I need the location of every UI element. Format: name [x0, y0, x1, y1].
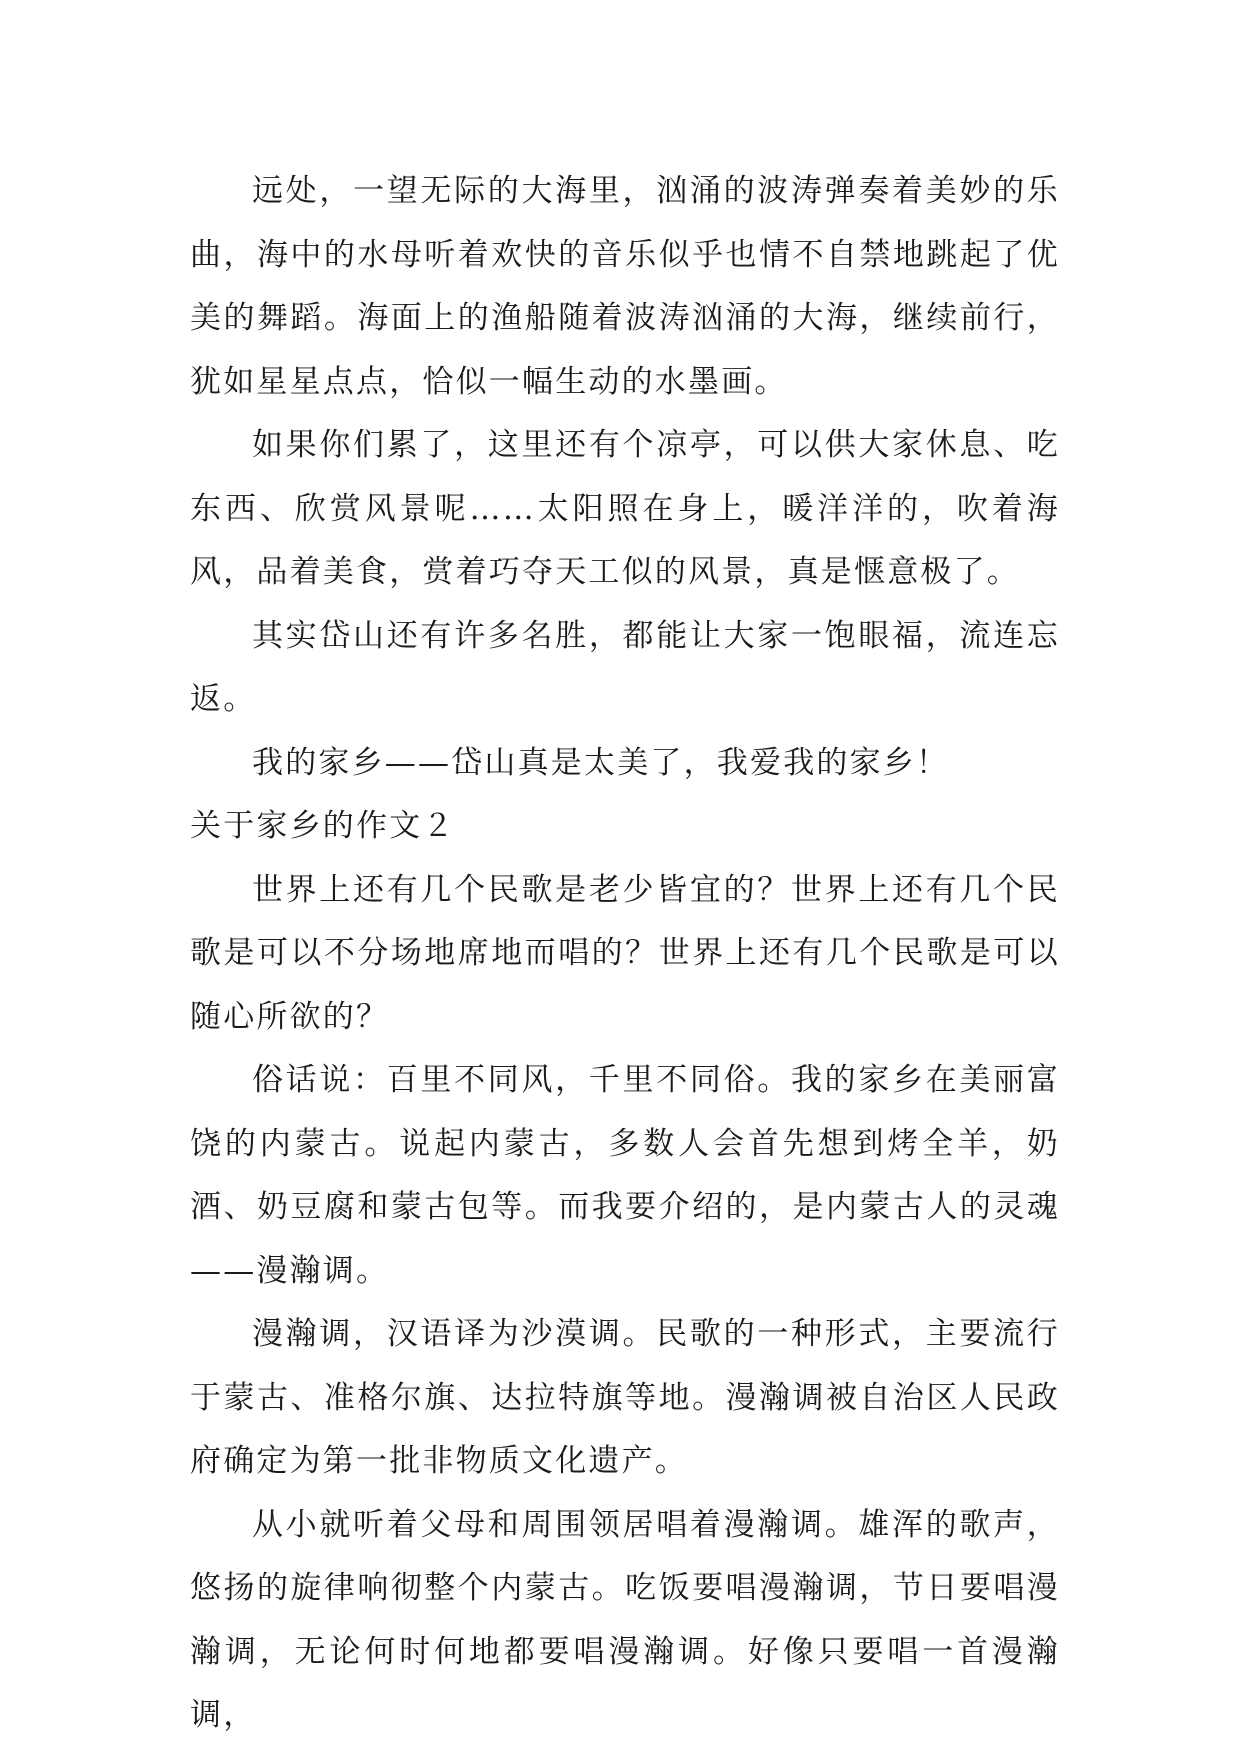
paragraph-pavilion: 如果你们累了，这里还有个凉亭，可以供大家休息、吃东西、欣赏风景呢……太阳照在身上，暖洋洋的，吹着海风，品着美食，赏着巧夺天工似的风景，真是惬意极了。	[190, 427, 1060, 590]
paragraph-manhan-tune: 漫瀚调，汉语译为沙漠调。民歌的一种形式，主要流行于蒙古、准格尔旗、达拉特旗等地。漫瀚调被自治区人民政府确定为第一批非物质文化遗产。	[190, 1316, 1060, 1479]
paragraph-inner-mongolia: 俗话说：百里不同风，千里不同俗。我的家乡在美丽富饶的内蒙古。说起内蒙古，多数人会首先想到烤全羊，奶酒、奶豆腐和蒙古包等。而我要介绍的，是内蒙古人的灵魂——漫瀚调。	[190, 1062, 1060, 1289]
paragraph-childhood: 从小就听着父母和周围领居唱着漫瀚调。雄浑的歌声，悠扬的旋律响彻整个内蒙古。吃饭要唱漫瀚调，节日要唱漫瀚调，无论何时何地都要唱漫瀚调。好像只要唱一首漫瀚调，	[190, 1506, 1060, 1733]
essay-heading: 关于家乡的作文２	[190, 808, 456, 844]
paragraph-folk-songs: 世界上还有几个民歌是老少皆宜的？世界上还有几个民歌是可以不分场地席地而唱的？世界上还有几个民歌是可以随心所欲的？	[190, 871, 1060, 1035]
document-body	[190, 160, 1060, 1748]
paragraph-sea: 远处，一望无际的大海里，汹涌的波涛弹奏着美妙的乐曲，海中的水母听着欢快的音乐似乎也情不自禁地跳起了优美的舞蹈。海面上的渔船随着波涛汹涌的大海，继续前行，犹如星星点点，恰似一幅生动的水墨画。	[190, 173, 1060, 400]
paragraph-love-hometown: 我的家乡——岱山真是太美了，我爱我的家乡！	[252, 744, 950, 781]
paragraph-scenery: 其实岱山还有许多名胜，都能让大家一饱眼福，流连忘返。	[190, 617, 1060, 717]
